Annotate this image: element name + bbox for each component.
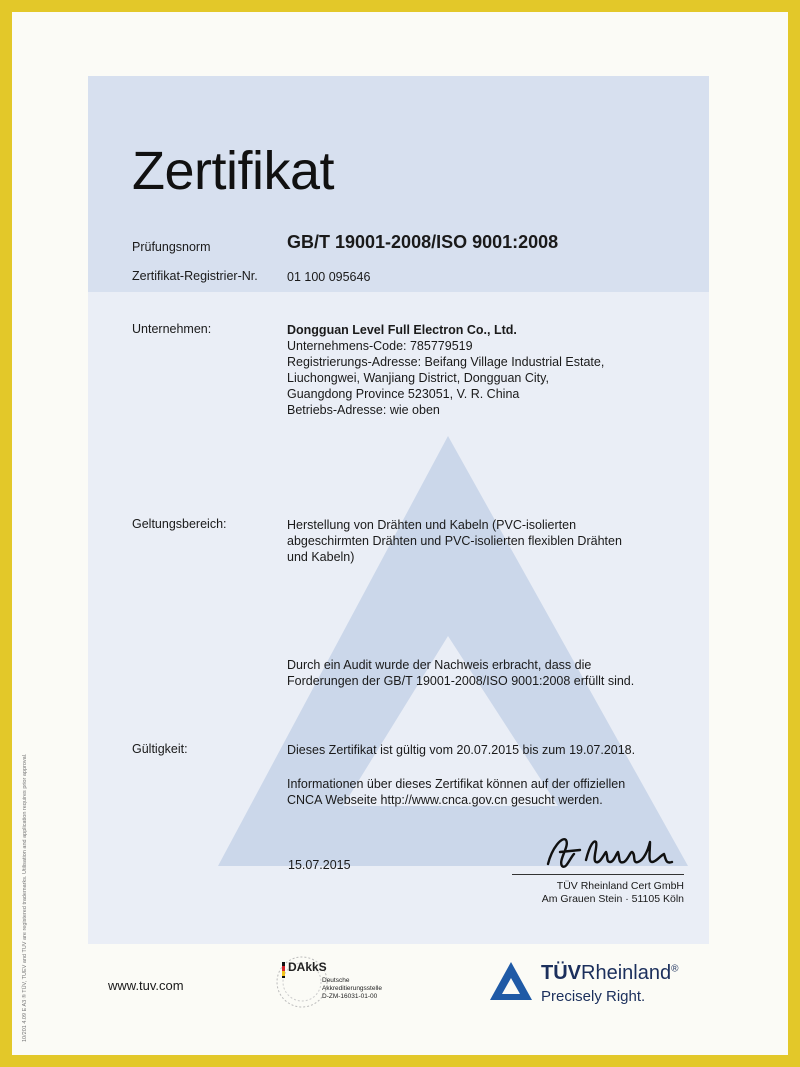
audit-line: Durch ein Audit wurde der Nachweis erbracht, dass die bbox=[287, 658, 592, 672]
signature bbox=[540, 830, 680, 872]
dakks-details bbox=[322, 977, 382, 1001]
issue-date: 15.07.2015 bbox=[288, 858, 351, 872]
issuer-block bbox=[512, 880, 684, 906]
tuv-brand-bold: TÜV bbox=[541, 962, 581, 984]
tuv-rheinland-logo bbox=[488, 960, 728, 1020]
company-line: Guangdong Province 523051, V. R. China bbox=[287, 387, 520, 401]
dakks-name: DAkkS bbox=[288, 960, 327, 974]
dakks-accreditation-mark bbox=[272, 952, 432, 1012]
company-label: Unternehmen: bbox=[132, 322, 212, 336]
standard-value: GB/T 19001-2008/ISO 9001:2008 bbox=[287, 232, 559, 252]
scope-line: Herstellung von Drähten und Kabeln (PVC-isolierten bbox=[287, 518, 577, 532]
company-line: Betriebs-Adresse: wie oben bbox=[287, 403, 440, 417]
scope-line: und Kabeln) bbox=[287, 550, 355, 564]
registered-mark: ® bbox=[671, 963, 679, 975]
tuv-brand bbox=[541, 962, 678, 985]
scope-block bbox=[287, 517, 622, 565]
tuv-slogan: Precisely Right. bbox=[541, 988, 646, 1005]
company-line: Registrierungs-Adresse: Beifang Village Industrial Estate, bbox=[287, 355, 605, 369]
tuv-brand-rest: Rheinland bbox=[581, 962, 672, 984]
certificate-panel bbox=[88, 76, 709, 944]
dakks-line: Deutsche bbox=[322, 977, 350, 984]
validity-info-line: CNCA Webseite http://www.cnca.gov.cn gesucht werden. bbox=[287, 793, 603, 807]
signature-line bbox=[512, 874, 684, 875]
certificate-page bbox=[12, 12, 788, 1055]
scope-line: abgeschirmten Drähten und PVC-isolierten flexiblen Drähten bbox=[287, 534, 622, 548]
tuv-triangle-icon bbox=[488, 960, 534, 1002]
validity-label: Gültigkeit: bbox=[132, 742, 188, 756]
trademark-note: 10/201 4.09 E A3 ® TÜV, TUEV and TUV are registered trademarks. Utilisation and application requires prior approval. bbox=[22, 753, 28, 1042]
company-line: Unternehmens-Code: 785779519 bbox=[287, 339, 473, 353]
issuer-name: TÜV Rheinland Cert GmbH bbox=[556, 880, 684, 892]
dakks-line: Akkreditierungsstelle bbox=[322, 985, 382, 992]
certificate-title: Zertifikat bbox=[132, 141, 335, 201]
validity-info bbox=[287, 776, 625, 808]
dakks-line: D-ZM-16031-01-00 bbox=[322, 993, 378, 1000]
validity-info-line: Informationen über dieses Zertifikat können auf der offiziellen bbox=[287, 777, 626, 791]
website-link[interactable]: www.tuv.com bbox=[108, 978, 184, 993]
registration-label: Zertifikat-Registrier-Nr. bbox=[132, 269, 258, 283]
audit-statement bbox=[287, 657, 634, 689]
standard-label: Prüfungsnorm bbox=[132, 240, 211, 254]
issuer-address: Am Grauen Stein · 51105 Köln bbox=[541, 893, 684, 905]
tuv-triangle-watermark-icon bbox=[88, 76, 709, 944]
scope-label: Geltungsbereich: bbox=[132, 517, 227, 531]
company-line: Liuchongwei, Wanjiang District, Dongguan City, bbox=[287, 371, 549, 385]
validity-text: Dieses Zertifikat ist gültig vom 20.07.2015 bis zum 19.07.2018. bbox=[287, 743, 636, 757]
registration-value: 01 100 095646 bbox=[287, 270, 371, 284]
company-block bbox=[287, 322, 604, 418]
company-name: Dongguan Level Full Electron Co., Ltd. bbox=[287, 323, 517, 337]
audit-line: Forderungen der GB/T 19001-2008/ISO 9001:2008 erfüllt sind. bbox=[287, 674, 635, 688]
